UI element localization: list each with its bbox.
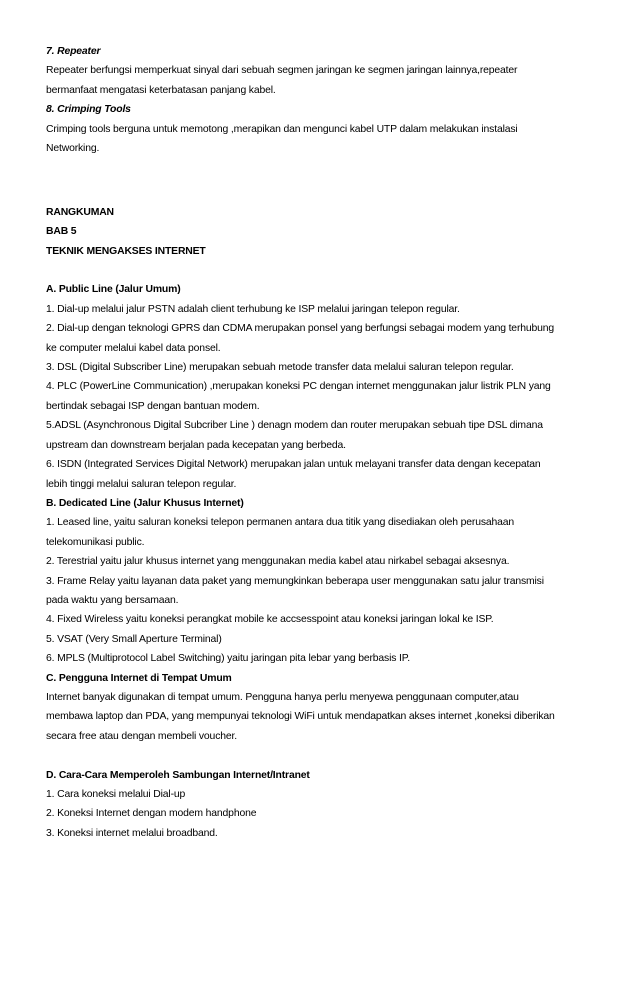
section-c-line: membawa laptop dan PDA, yang mempunyai teknologi WiFi untuk mendapatkan akses internet ,koneksi diberikan (46, 711, 555, 723)
section-b-line: 4. Fixed Wireless yaitu koneksi perangkat mobile ke accsesspoint atau koneksi jaringan lokal ke ISP. (46, 614, 494, 626)
section-a-line: upstream dan downstream berjalan pada kecepatan yang berbeda. (46, 439, 346, 451)
section-a-line: 1. Dial-up melalui jalur PSTN adalah client terhubung ke ISP melalui jaringan telepon regular. (46, 303, 460, 315)
section-d-line: 3. Koneksi internet melalui broadband. (46, 827, 218, 839)
section-a-heading: A. Public Line (Jalur Umum) (46, 284, 181, 296)
section-a (46, 280, 606, 493)
section-b (46, 494, 606, 669)
chapter-title: TEKNIK MENGAKSES INTERNET (46, 245, 206, 257)
spacer (46, 158, 606, 177)
repeater-text-line: bermanfaat mengatasi keterbatasan panjang kabel. (46, 84, 276, 96)
section-d (46, 766, 606, 844)
section-a-line: lebih tinggi melalui saluran telepon regular. (46, 478, 237, 490)
section-c-line: Internet banyak digunakan di tempat umum. Pengguna hanya perlu menyewa penggunaan computer,atau (46, 691, 519, 703)
section-b-heading: B. Dedicated Line (Jalur Khusus Internet) (46, 497, 244, 509)
section-d-line: 2. Koneksi Internet dengan modem handphone (46, 808, 257, 820)
spacer (46, 261, 606, 280)
section-a-line: 2. Dial-up dengan teknologi GPRS dan CDMA merupakan ponsel yang berfungsi sebagai modem yang terhubung (46, 323, 555, 335)
section-a-line: 3. DSL (Digital Subscriber Line) merupakan sebuah metode transfer data melalui saluran telepon regular. (46, 362, 514, 374)
repeater-text-line: Repeater berfungsi memperkuat sinyal dari sebuah segmen jaringan ke segmen jaringan lainnya,repeater (46, 65, 518, 77)
summary-title: RANGKUMAN (46, 206, 114, 218)
section-b-line: 3. Frame Relay yaitu layanan data paket yang memungkinkan beberapa user menggunakan satu jalur transmisi (46, 575, 544, 587)
section-b-line: telekomunikasi public. (46, 536, 145, 548)
spacer (46, 746, 606, 765)
crimping-heading: 8. Crimping Tools (46, 104, 131, 116)
section-a-line: 4. PLC (PowerLine Communication) ,merupakan koneksi PC dengan internet menggunakan jalur listrik PLN yang (46, 381, 551, 393)
crimping-text-line: Networking. (46, 143, 100, 155)
section-b-line: 6. MPLS (Multiprotocol Label Switching) yaitu jaringan pita lebar yang berbasis IP. (46, 653, 410, 665)
section-a-line: 6. ISDN (Integrated Services Digital Network) merupakan jalan untuk melayani transfer data dengan kecepatan (46, 459, 541, 471)
summary-header (46, 203, 606, 261)
section-a-line: ke computer melalui kabel data ponsel. (46, 342, 221, 354)
spacer (46, 178, 606, 203)
section-b-line: 1. Leased line, yaitu saluran koneksi telepon permanen antara dua titik yang disediakan oleh perusahaan (46, 517, 515, 529)
crimping-text-line: Crimping tools berguna untuk memotong ,merapikan dan mengunci kabel UTP dalam melakukan instalasi (46, 123, 518, 135)
document-page (46, 42, 606, 843)
repeater-section (46, 42, 606, 100)
section-b-line: 5. VSAT (Very Small Aperture Terminal) (46, 633, 222, 645)
section-b-line: 2. Terestrial yaitu jalur khusus internet yang menggunakan media kabel atau nirkabel sebagai aksesnya. (46, 556, 510, 568)
section-c-heading: C. Pengguna Internet di Tempat Umum (46, 672, 232, 684)
section-d-line: 1. Cara koneksi melalui Dial-up (46, 788, 186, 800)
section-d-heading: D. Cara-Cara Memperoleh Sambungan Internet/Intranet (46, 769, 310, 781)
chapter-number: BAB 5 (46, 226, 77, 238)
section-c (46, 669, 606, 747)
section-c-line: secara free atau dengan membeli voucher. (46, 730, 237, 742)
repeater-heading: 7. Repeater (46, 46, 101, 57)
section-b-line: pada waktu yang bersamaan. (46, 594, 179, 606)
section-a-line: bertindak sebagai ISP dengan bantuan modem. (46, 400, 260, 412)
section-a-line: 5.ADSL (Asynchronous Digital Subcriber Line ) denagn modem dan router merupakan sebuah tipe DSL dimana (46, 420, 543, 432)
crimping-section (46, 100, 606, 158)
